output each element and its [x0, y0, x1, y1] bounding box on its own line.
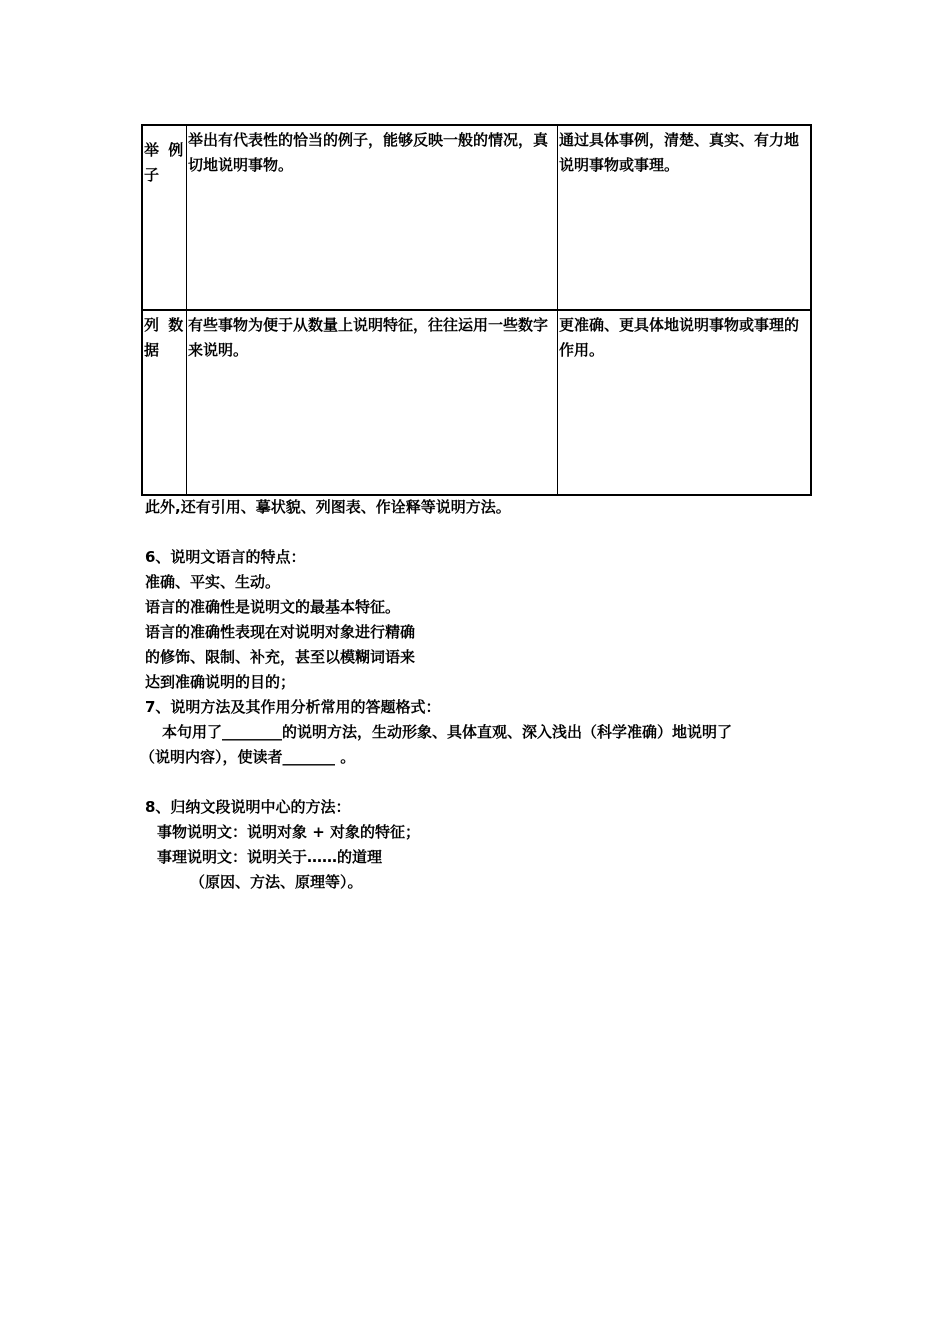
- method-effect-cell: [558, 310, 812, 495]
- method-name-cell: [142, 125, 187, 310]
- method-effect: 更准确、更具体地说明事物或事理的作用。: [559, 316, 800, 359]
- method-description-cell: [187, 310, 558, 495]
- section-6-line: 准确、平实、生动。: [145, 573, 281, 591]
- section-6-line: 达到准确说明的目的；: [145, 673, 296, 691]
- table-row: [142, 125, 811, 310]
- section-8-heading: 8、归纳文段说明中心的方法：: [145, 798, 351, 816]
- section-6-line: 语言的准确性是说明文的最基本特征。: [145, 598, 401, 616]
- section-7-heading: 7、说明方法及其作用分析常用的答题格式：: [145, 698, 441, 716]
- method-description-cell: [187, 125, 558, 310]
- method-name: 列 数 据: [144, 316, 186, 359]
- table-row: [142, 310, 811, 495]
- section-6-heading: 6、说明文语言的特点：: [145, 548, 306, 566]
- method-description: 举出有代表性的恰当的例子，能够反映一般的情况，真切地说明事物。: [188, 131, 549, 174]
- section-7-answer-template-continued: （说明内容），使读者_______ 。: [140, 748, 356, 766]
- method-effect: 通过具体事例，清楚、真实、有力地说明事物或事理。: [559, 131, 800, 174]
- method-effect-cell: [558, 125, 812, 310]
- other-methods-note: 此外,还有引用、摹状貌、列图表、作诠释等说明方法。: [145, 498, 511, 516]
- section-8-line: 事理说明文：说明关于……的道理: [157, 848, 383, 866]
- section-6-line: 的修饰、限制、补充，甚至以模糊词语来: [145, 648, 416, 666]
- section-6-line: 语言的准确性表现在对说明对象进行精确: [145, 623, 416, 641]
- method-name-cell: [142, 310, 187, 495]
- section-8-line: （原因、方法、原理等）。: [190, 873, 363, 891]
- method-name: 举 例 子: [144, 141, 186, 184]
- section-8-line: 事物说明文：说明对象 + 对象的特征；: [157, 823, 421, 841]
- explanation-methods-table: [141, 124, 812, 496]
- method-description: 有些事物为便于从数量上说明特征，往往运用一些数字来说明。: [188, 316, 549, 359]
- section-7-answer-template: 本句用了________的说明方法，生动形象、具体直观、深入浅出（科学准确）地说明了: [162, 723, 733, 741]
